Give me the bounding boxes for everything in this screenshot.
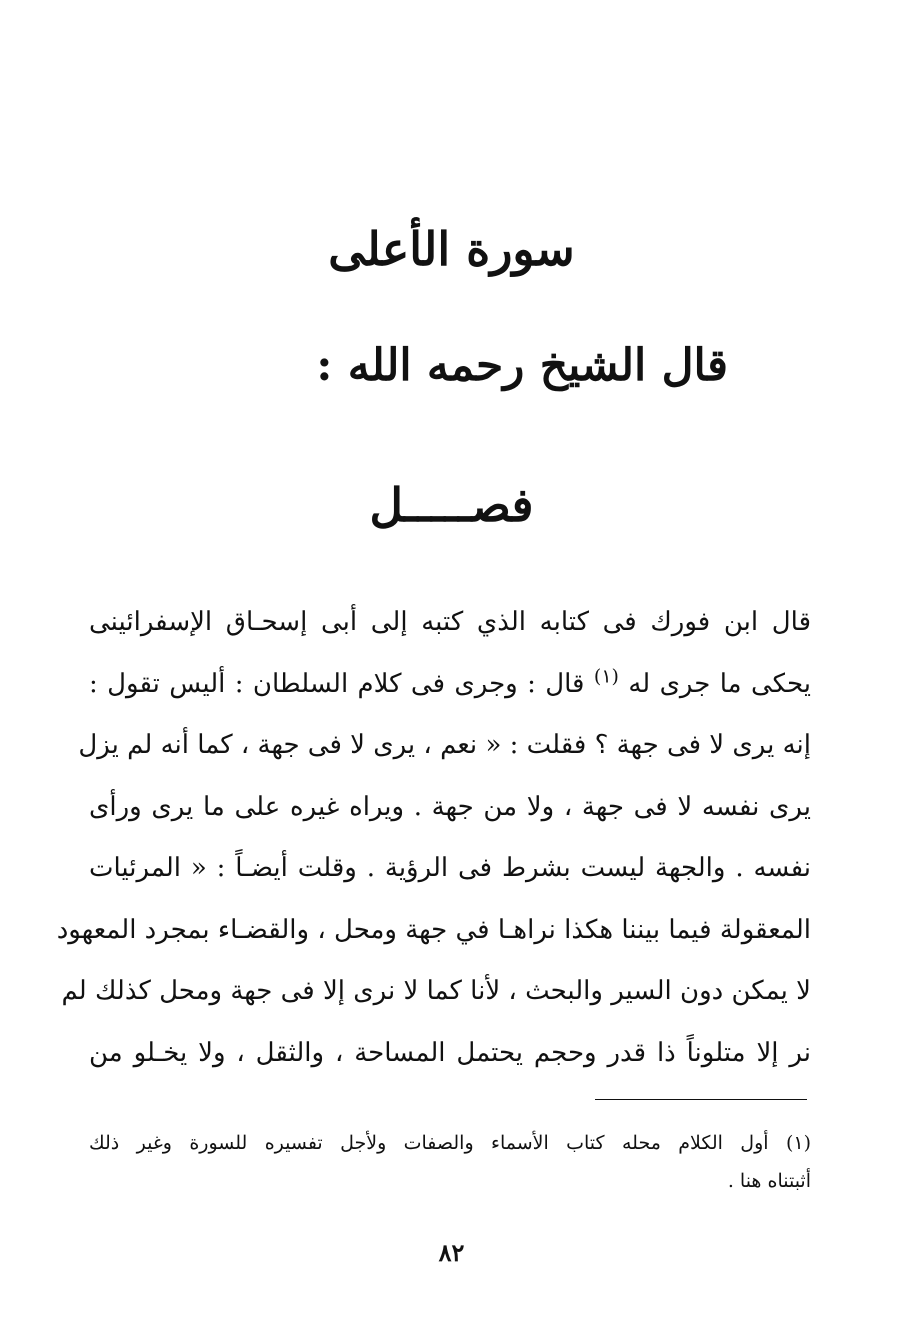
body-paragraph: [56, 592, 812, 1084]
body-line-2-end: قال : وجرى فى كلام السلطان : أليس تقول :: [89, 668, 585, 699]
footnote-line-2: أثبتناه هنا .: [727, 1170, 811, 1192]
page-number: ٨٢: [438, 1238, 465, 1267]
footnote: [89, 1124, 811, 1200]
surah-title: سورة الأعلى: [328, 222, 575, 276]
intro-heading: قال الشيخ رحمه الله :: [316, 340, 728, 391]
footnote-line-1: (١) أول الكلام محله كتاب الأسماء والصفات ولأجل تفسيره للسورة وغير ذلك: [89, 1132, 811, 1154]
body-line-2-start: يحكى ما جرى له: [628, 668, 812, 699]
body-line-3: إنه يرى لا فى جهة ؟ فقلت : « نعم ، يرى لا فى جهة ، كما أنه لم يزل: [78, 730, 811, 760]
section-heading: فصـــــل: [369, 478, 534, 532]
footnote-reference-marker[interactable]: (١): [593, 664, 619, 687]
body-line-4: يرى نفسه لا فى جهة ، ولا من جهة . ويراه غيره على ما يرى ورأى: [89, 791, 811, 822]
footnote-divider: [595, 1099, 807, 1100]
body-line-2: [89, 654, 811, 716]
body-line-8: نر إلا متلوناً ذا قدر وحجم يحتمل المساحة ، والثقل ، ولا يخـلو من: [89, 1037, 811, 1068]
body-line-6: المعقولة فيما بيننا هكذا نراهـا في جهة ومحل ، والقضـاء بمجرد المعهود: [56, 914, 811, 945]
body-line-5: نفسه . والجهة ليست بشرط فى الرؤية . وقلت أيضـاً : « المرئيات: [89, 853, 811, 883]
body-line-1: قال ابن فورك فى كتابه الذي كتبه إلى أبى إسحـاق الإسفرائينى: [89, 607, 811, 637]
body-line-7: لا يمكن دون السير والبحث ، لأنا كما لا نرى إلا فى جهة ومحل كذلك لم: [61, 976, 811, 1006]
